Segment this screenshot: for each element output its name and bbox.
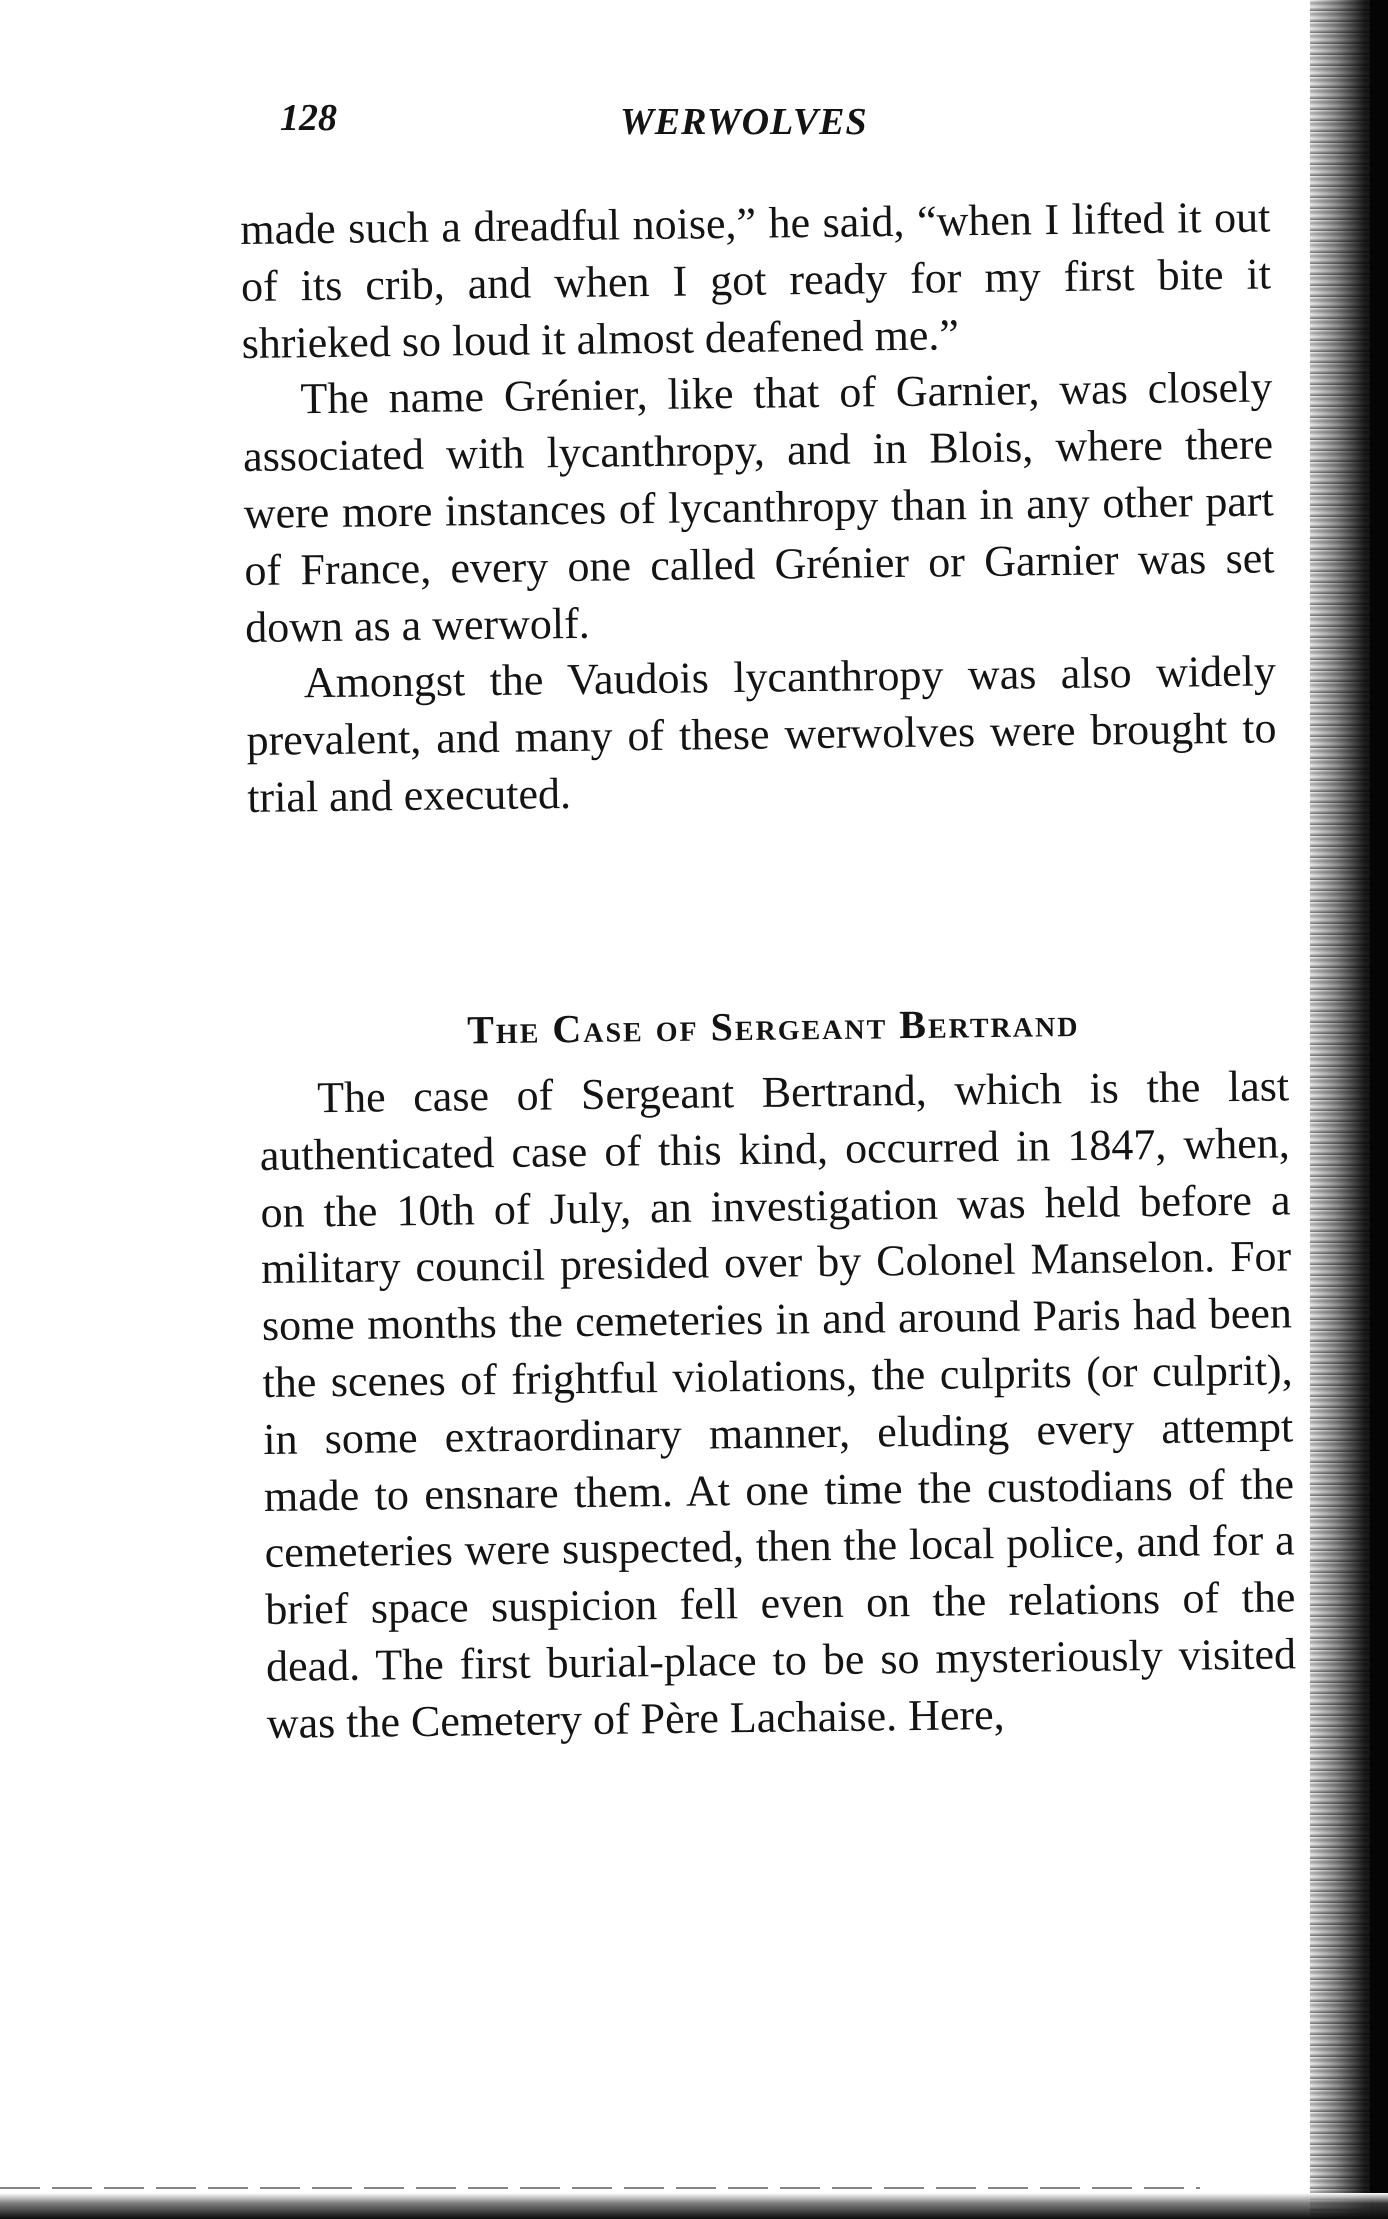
paragraph-bertrand: The case of Sergeant Bertrand, which is the last authenticated case of this kind, occurred in 1847, when, on the 10th of July, an investigation was held before a military council presided over by Colonel Manselon. For some months the cemeteries in and around Paris had been the scenes of frightful violations, the culprits (or culprit), in some extraordinary manner, eluding every attempt made to ensnare them. At one time the custodians of the cemeteries were suspected, then the local police, and for a brief space suspicion fell even on the relations of the dead. The first burial-place to be so mysteriously visited was the Cemetery of Père Lachaise. Here,: [259, 1061, 1297, 1748]
section-heading: The Case of Sergeant Bertrand: [466, 999, 1080, 1053]
page-edge-dark: [1370, 0, 1388, 2219]
body-text-top: [240, 189, 1278, 826]
paragraph-vaudois: Amongst the Vaudois lycanthropy was also widely prevalent, and many of these werwolves were brought to trial and executed.: [246, 646, 1277, 822]
bottom-scan-line: [0, 2187, 1200, 2189]
page-number: 128: [280, 97, 337, 139]
page-header: [280, 96, 980, 156]
page-bottom-edge: [0, 2193, 1388, 2219]
paragraph-grenier: The name Grénier, like that of Garnier, was closely associated with lycanthropy, and in Blois, where there were more instances of lycanthropy than in any other part of France, every one called Grénier or Garnier was set down as a werwolf.: [242, 362, 1275, 652]
body-text-section: [258, 992, 1297, 1752]
running-title: WERWOLVES: [620, 101, 868, 143]
paragraph-continued: made such a dreadful noise,” he said, “when I lifted it out of its crib, and when I got ready for my first bite it shrieked so loud it almost deafened me.”: [240, 192, 1272, 368]
